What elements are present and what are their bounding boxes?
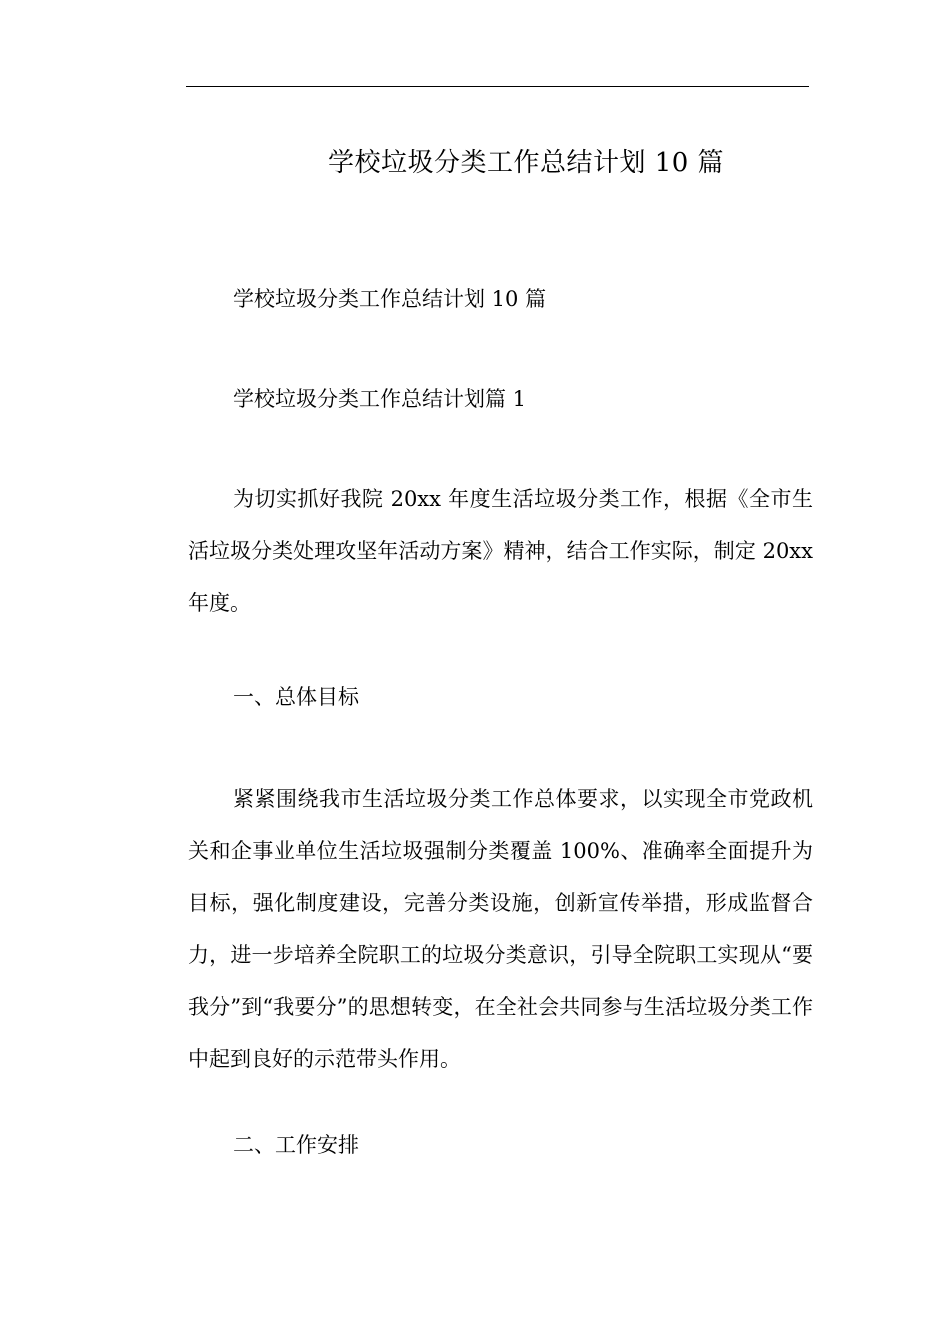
heading-overall-goals: 一、总体目标 — [233, 685, 359, 709]
document-subtitle: 学校垃圾分类工作总结计划 10 篇 — [233, 287, 547, 311]
intro-paragraph: 为切实抓好我院 20xx 年度生活垃圾分类工作，根据《全市生活垃圾分类处理攻坚年活动方案》精神，结合工作实际，制定 20xx 年度。 — [188, 487, 813, 615]
section-title: 学校垃圾分类工作总结计划篇 1 — [233, 387, 527, 411]
header-rule — [186, 86, 809, 87]
goal-paragraph: 紧紧围绕我市生活垃圾分类工作总体要求，以实现全市党政机关和企事业单位生活垃圾强制分类覆盖 100%、准确率全面提升为目标，强化制度建设，完善分类设施，创新宣传举措，形成监督合力，进一步培养全院职工的垃圾分类意识，引导全院职工实现从“要我分”到“我要分”的思想转变，在全社会共同参与生活垃圾分类工作中起到良好的示范带头作用。 — [188, 787, 813, 1071]
document-title: 学校垃圾分类工作总结计划 10 篇 — [327, 148, 725, 178]
heading-work-arrangement: 二、工作安排 — [233, 1133, 359, 1157]
